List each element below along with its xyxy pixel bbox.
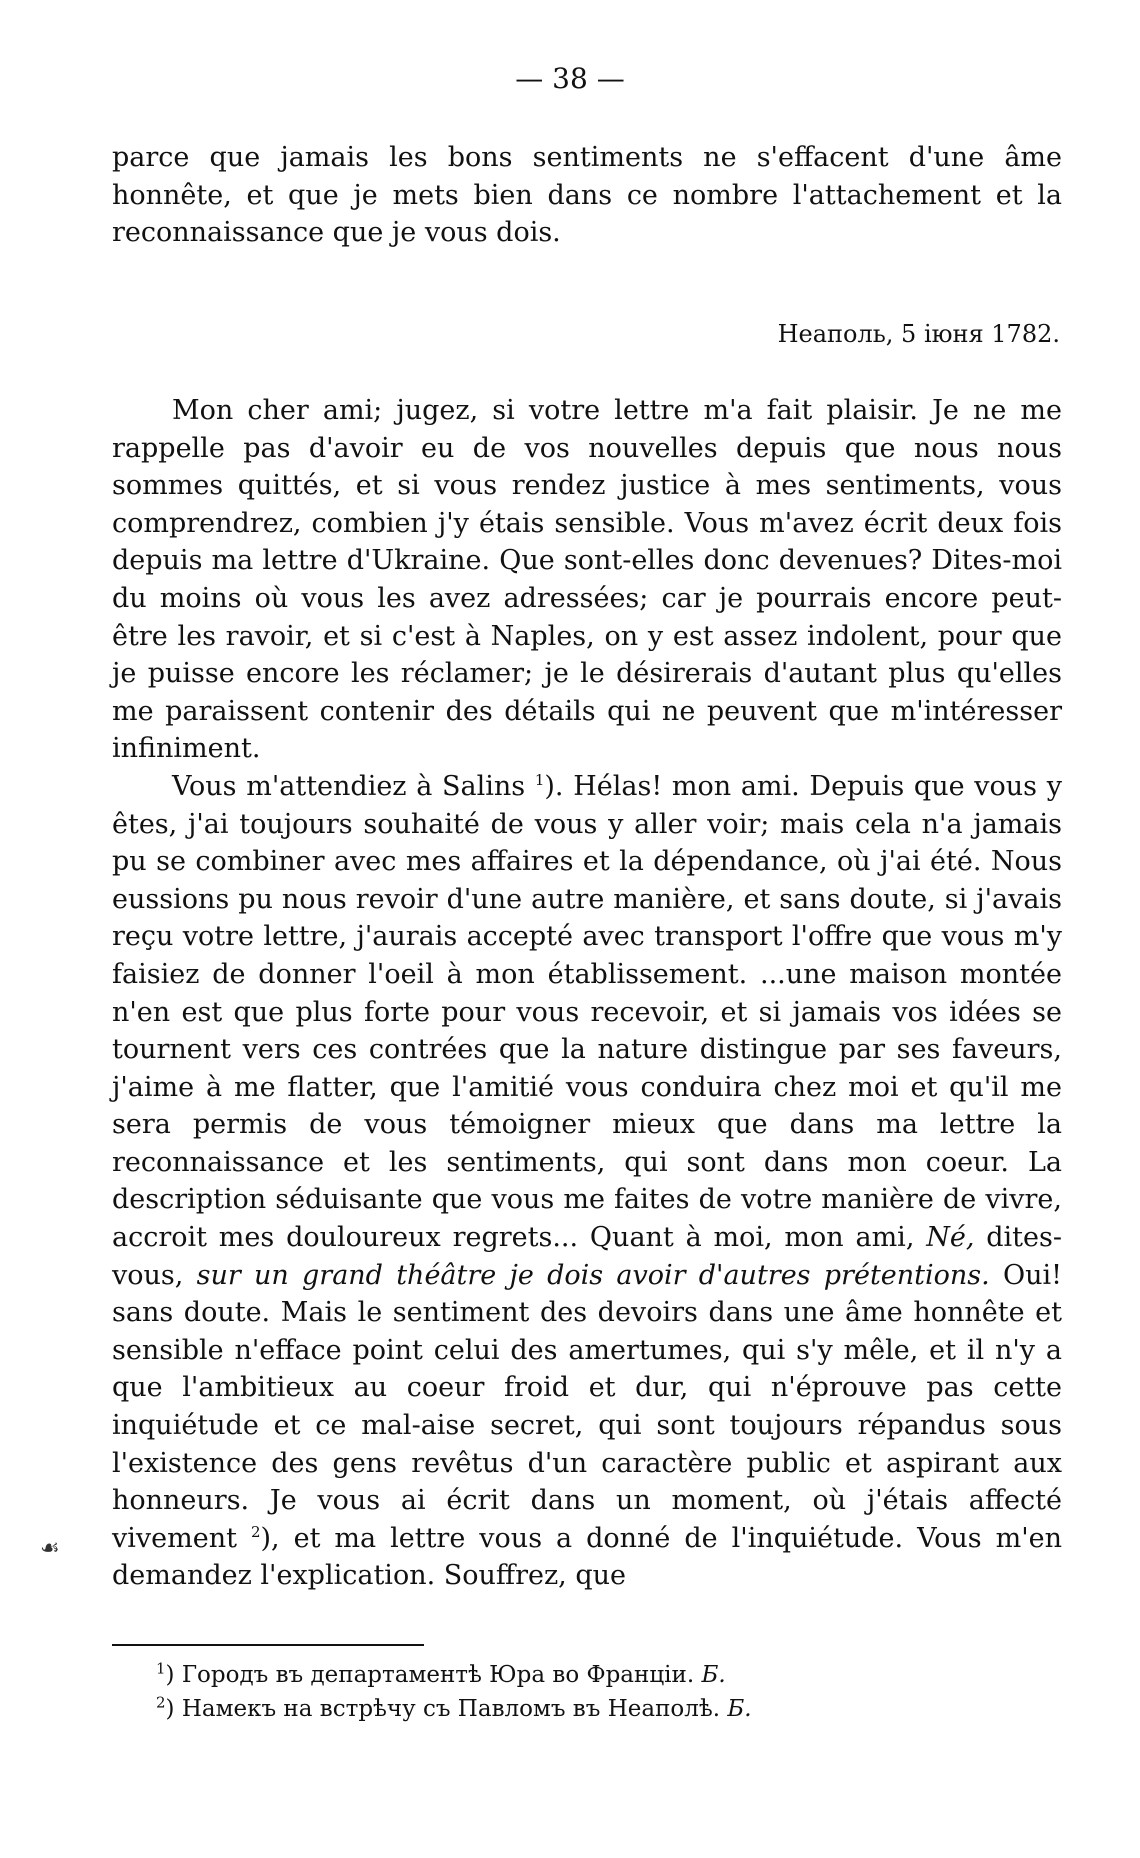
letter-text: Vous m'attendiez à Salins bbox=[172, 770, 526, 802]
letter-text: dites-vous, bbox=[112, 1222, 1062, 1291]
letter-text: ). Hélas! mon ami. Depuis que vous y êtes, j'ai toujours souhaité de vous y aller voir; mais cela n'a jamais pu se combiner avec mes affaires et la dépendance, où j'ai été. Nous eussions pu nous revoir d'une autre manière, et sans doute, si j'avais reçu votre lettre, j'aurais accepté avec transport l'offre que vous m'y faisiez de donner l'oeil à mon établissement. ...une maison montée n'en est que plus forte pour vous recevoir, et si jamais vos idées se tournent vers ces contrées que la nature distingue par ses faveurs, j'aime à me flatter, que l'amitié vous conduira chez moi et qu'il me sera permis de vous témoigner mieux que dans ma lettre la reconnaissance et les sentiments, qui sont dans mon coeur. La description séduisante que vous me faites de votre manière de vivre, accroit mes douloureux regrets... Quant à moi, mon ami, bbox=[112, 770, 1062, 1254]
letter-dateline: Неаполь, 5 іюня 1782. bbox=[777, 320, 1060, 348]
footnote-separator bbox=[112, 1644, 424, 1646]
footnote-mark: 1 bbox=[156, 1659, 166, 1678]
paragraph-text: parce que jamais les bons sentiments ne s'effacent d'une âme honnête, et que je mets bien dans ce nombre l'attachement et la reconnaissance que je vous dois. bbox=[112, 142, 1062, 249]
footnote-source: Б. bbox=[727, 1696, 752, 1722]
footnote-ref-1: 1 bbox=[534, 770, 545, 789]
footnote-mark: 2 bbox=[156, 1693, 166, 1712]
italic-quote: Né, bbox=[926, 1222, 975, 1254]
letter-body bbox=[112, 392, 1062, 1595]
opening-paragraph bbox=[112, 139, 1062, 252]
letter-paragraph-2 bbox=[112, 768, 1062, 1595]
page-number: — 38 — bbox=[515, 62, 625, 95]
footnote-1 bbox=[156, 1658, 752, 1692]
italic-quote: sur un grand théâtre je dois avoir d'autres prétentions. bbox=[196, 1259, 990, 1291]
margin-mark-icon: ☙ bbox=[40, 1536, 60, 1561]
footnote-text: ) Намекъ на встрѣчу съ Павломъ въ Неаполѣ. bbox=[165, 1696, 721, 1722]
footnote-source: Б. bbox=[701, 1662, 726, 1688]
footnotes bbox=[156, 1658, 752, 1726]
footnote-2 bbox=[156, 1692, 752, 1726]
letter-paragraph-1: Mon cher ami; jugez, si votre lettre m'a fait plaisir. Je ne me rappelle pas d'avoir eu de vos nouvelles depuis que nous nous sommes quittés, et si vous rendez justice à mes sentiments, vous comprendrez, combien j'y étais sensible. Vous m'avez écrit deux fois depuis ma lettre d'Ukraine. Que sont-elles donc devenues? Dites-moi du moins où vous les avez adressées; car je pourrais encore peut-être les ravoir, et si c'est à Naples, on y est assez indolent, pour que je puisse encore les réclamer; je le désirerais d'autant plus qu'elles me paraissent contenir des détails qui ne peuvent que m'intéresser infiniment. bbox=[112, 395, 1062, 765]
footnote-ref-2: 2 bbox=[250, 1522, 261, 1541]
letter-text: Oui! sans doute. Mais le sentiment des devoirs dans une âme honnête et sensible n'efface point celui des amertumes, qui s'y mêle, et il n'y a que l'ambitieux au coeur froid et dur, qui n'éprouve pas cette inquiétude et ce mal-aise secret, qui sont toujours répandus sous l'existence des gens revêtus d'un caractère public et aspirant aux honneurs. Je vous ai écrit dans un moment, où j'étais affecté vivement bbox=[112, 1259, 1062, 1554]
footnote-text: ) Городъ въ департаментѣ Юра во Франціи. bbox=[165, 1662, 695, 1688]
letter-text: ), et ma lettre vous a donné de l'inquiétude. Vous m'en demandez l'explication. Souffrez, que bbox=[112, 1522, 1062, 1592]
